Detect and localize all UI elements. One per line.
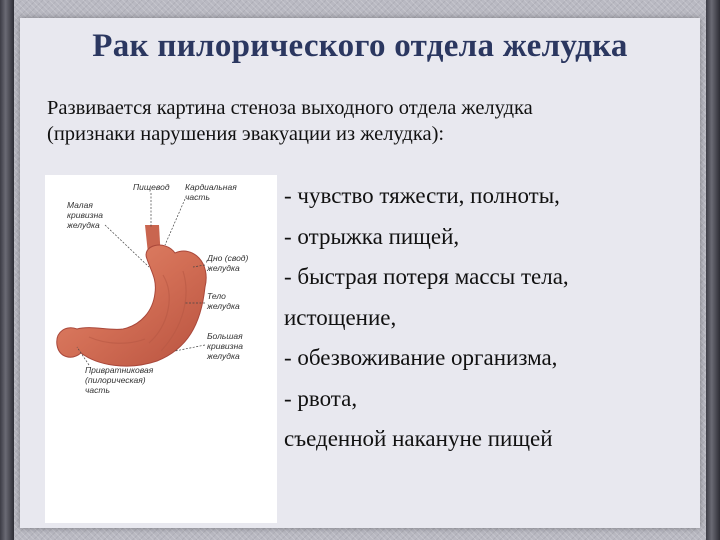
- slide-title: Рак пилорического отдела желудка: [92, 28, 628, 64]
- stomach-shape: [57, 245, 206, 366]
- list-item: - рвота,: [284, 385, 358, 411]
- intro-line-2: (признаки нарушения эвакуации из желудка):: [47, 123, 445, 145]
- list-item: истощение,: [284, 304, 397, 330]
- symptom-list: [284, 176, 704, 460]
- label-lesser-3: желудка: [67, 220, 100, 230]
- label-pylorus-3: часть: [85, 385, 110, 395]
- label-esophagus: Пищевод: [133, 182, 170, 192]
- label-lesser-1: Малая: [67, 200, 93, 210]
- intro-text: [47, 95, 687, 147]
- left-frame-bar: [0, 0, 14, 540]
- label-pylorus-1: Привратниковая: [85, 365, 154, 375]
- label-fundus-1: Дно (свод): [207, 253, 249, 263]
- label-body-1: Тело: [207, 291, 226, 301]
- stomach-anatomy-diagram-icon: [45, 175, 277, 523]
- label-pylorus-2: (пилорическая): [85, 375, 146, 385]
- label-greater-1: Большая: [207, 331, 243, 341]
- label-greater-2: кривизна: [207, 341, 243, 351]
- label-cardia-1: Кардиальная: [185, 182, 237, 192]
- label-fundus-2: желудка: [207, 263, 240, 273]
- list-item: - отрыжка пищей,: [284, 223, 460, 249]
- label-lesser-2: кривизна: [67, 210, 103, 220]
- right-frame-bar: [706, 0, 720, 540]
- list-item: съеденной накануне пищей: [284, 426, 553, 451]
- list-item: - быстрая потеря массы тела,: [284, 264, 569, 289]
- list-item: - обезвоживание организма,: [284, 345, 558, 370]
- intro-line-1: Развивается картина стеноза выходного отдела желудка: [47, 97, 533, 119]
- label-cardia-2: часть: [185, 192, 210, 202]
- list-item: - чувство тяжести, полноты,: [284, 183, 560, 208]
- stomach-illustration: [45, 175, 277, 523]
- label-body-2: желудка: [207, 301, 240, 311]
- label-greater-3: желудка: [207, 351, 240, 361]
